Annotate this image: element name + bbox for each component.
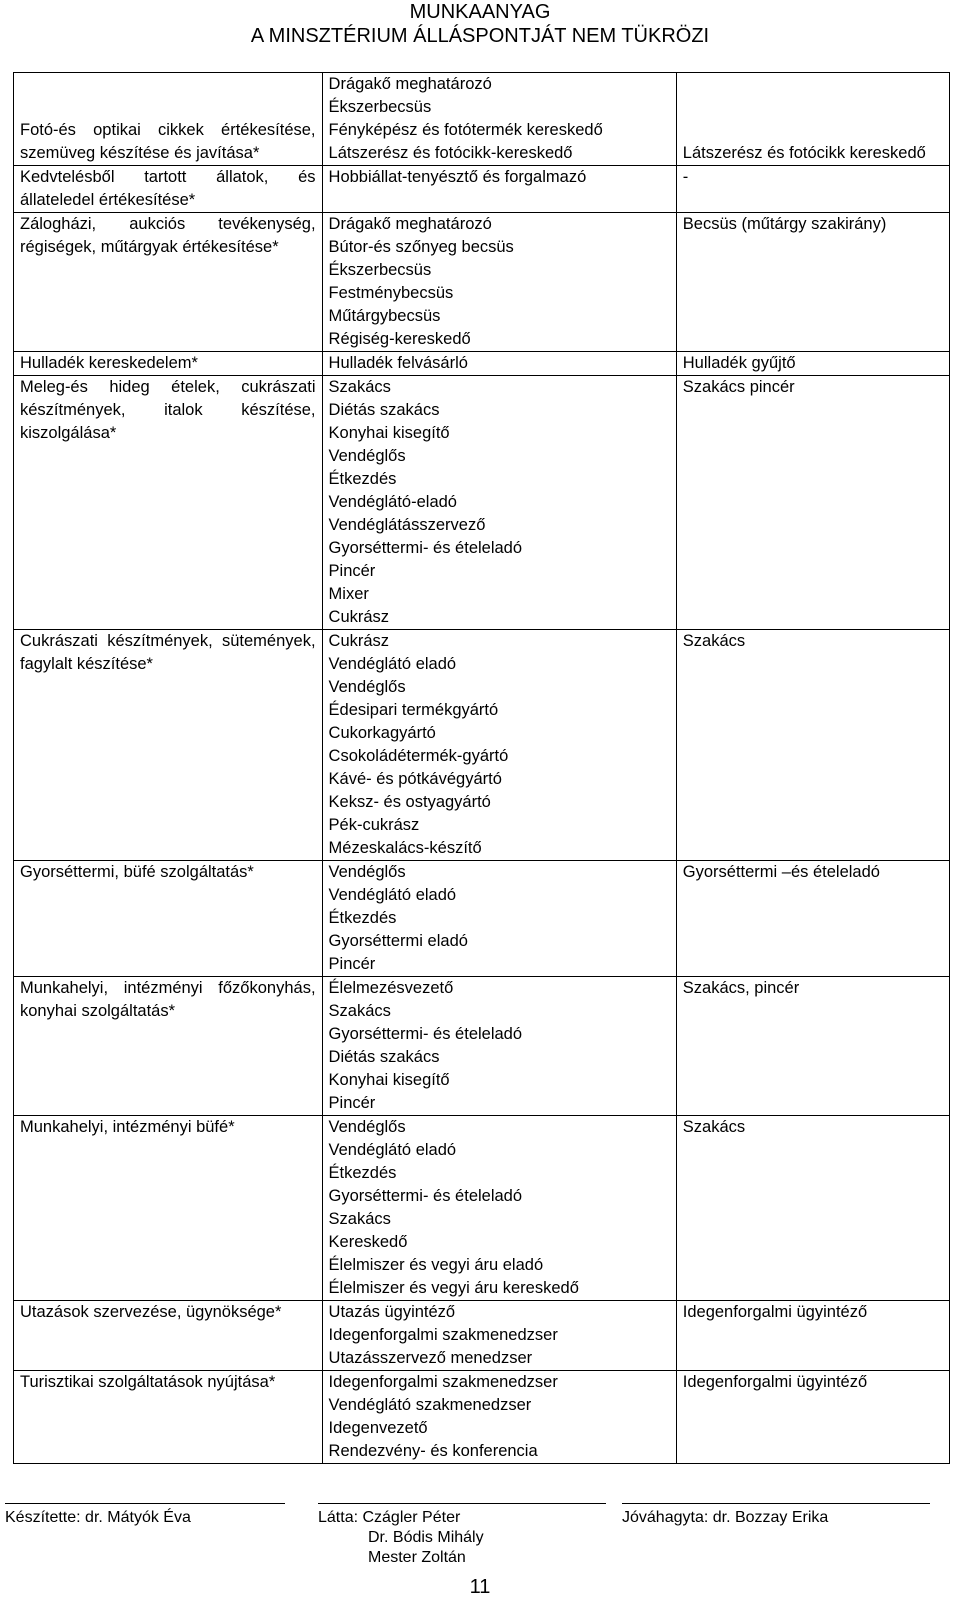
qualification-item: Ékszerbecsüs — [328, 261, 432, 279]
related-cell — [676, 1116, 949, 1301]
related-qualification: Látszerész és fotócikk kereskedő — [682, 144, 926, 162]
draft-label: MUNKAANYAG — [409, 1, 551, 23]
qualification-item: Hulladék felvásárló — [328, 354, 468, 372]
related-cell — [676, 630, 949, 861]
table-row — [14, 1301, 950, 1371]
related-cell — [676, 1301, 949, 1371]
qualification-item: Vendéglős — [328, 678, 406, 696]
related-qualification: Idegenforgalmi ügyintéző — [682, 1373, 868, 1391]
table-row — [14, 977, 950, 1116]
qualification-item: Szakács — [328, 1002, 391, 1020]
related-qualification: Becsüs (műtárgy szakirány) — [682, 215, 887, 233]
reviewed-by-2: Dr. Bódis Mihály — [368, 1529, 484, 1546]
qualification-item: Cukorkagyártó — [328, 724, 436, 742]
prepared-by-block — [5, 1503, 285, 1528]
qualification-item: Pincér — [328, 955, 376, 973]
qualification-item: Mixer — [328, 585, 369, 603]
qualification-item: Mézeskalács-készítő — [328, 839, 482, 857]
related-cell — [676, 352, 949, 376]
activity-text: Munkahelyi, intézményi büfé* — [20, 1118, 235, 1136]
activity-text: Meleg-és hideg ételek, cukrászati készítmények, italok készítése, kiszolgálása* — [20, 378, 316, 442]
qualification-item: Idegenvezető — [328, 1419, 428, 1437]
related-cell — [676, 73, 949, 166]
qualification-item: Vendéglős — [328, 863, 406, 881]
activity-text: Zálogházi, aukciós tevékenység, régiségek, műtárgyak értékesítése* — [20, 215, 316, 256]
activity-cell — [14, 213, 323, 352]
related-cell — [676, 213, 949, 352]
qualification-item: Bútor-és szőnyeg becsüs — [328, 238, 514, 256]
qualification-item: Vendéglátó eladó — [328, 1141, 457, 1159]
qualifications-cell — [322, 73, 676, 166]
activity-cell — [14, 861, 323, 977]
table-row — [14, 376, 950, 630]
qualification-item: Műtárgybecsüs — [328, 307, 441, 325]
related-qualification: - — [682, 168, 689, 186]
related-qualification: Szakács — [682, 1118, 746, 1136]
page-number: 11 — [469, 1576, 491, 1598]
related-qualification: Gyorséttermi –és ételeladó — [682, 863, 880, 881]
activity-text: Utazások szervezése, ügynöksége* — [20, 1303, 282, 1321]
qualification-item: Élelmiszer és vegyi áru kereskedő — [328, 1279, 579, 1297]
table-row — [14, 1371, 950, 1464]
related-cell — [676, 861, 949, 977]
qualification-item: Étkezdés — [328, 1164, 397, 1182]
activity-text: Hulladék kereskedelem* — [20, 354, 198, 372]
qualification-item: Kávé- és pótkávégyártó — [328, 770, 502, 788]
activity-cell — [14, 73, 323, 166]
qualification-item: Konyhai kisegítő — [328, 424, 450, 442]
table-row — [14, 166, 950, 213]
related-cell — [676, 1371, 949, 1464]
qualifications-cell — [322, 376, 676, 630]
qualification-item: Vendéglátó eladó — [328, 655, 457, 673]
activity-cell — [14, 1371, 323, 1464]
reviewed-by-block — [318, 1503, 606, 1568]
related-cell — [676, 166, 949, 213]
qualification-item: Kereskedő — [328, 1233, 408, 1251]
qualifications-cell — [322, 352, 676, 376]
qualification-item: Élelmiszer és vegyi áru eladó — [328, 1256, 544, 1274]
qualification-item: Ékszerbecsüs — [328, 98, 432, 116]
qualification-item: Régiség-kereskedő — [328, 330, 471, 348]
table-row — [14, 213, 950, 352]
qualification-item: Vendéglátásszervező — [328, 516, 486, 534]
related-qualification: Szakács, pincér — [682, 979, 800, 997]
qualifications-cell — [322, 977, 676, 1116]
related-qualification: Szakács — [682, 632, 746, 650]
qualification-item: Étkezdés — [328, 470, 397, 488]
related-cell — [676, 977, 949, 1116]
activity-text: Cukrászati készítmények, sütemények, fagylalt készítése* — [20, 632, 316, 673]
table-row — [14, 630, 950, 861]
qualification-item: Szakács — [328, 378, 391, 396]
activity-text: Munkahelyi, intézményi főzőkonyhás, konyhai szolgáltatás* — [20, 979, 316, 1020]
activity-text: Fotó-és optikai cikkek értékesítése, szemüveg készítése és javítása* — [20, 121, 316, 162]
qualification-item: Diétás szakács — [328, 401, 440, 419]
qualification-item: Pincér — [328, 562, 376, 580]
qualifications-cell — [322, 861, 676, 977]
qualification-item: Cukrász — [328, 608, 390, 626]
qualification-item: Utazás ügyintéző — [328, 1303, 456, 1321]
qualifications-cell — [322, 1301, 676, 1371]
activity-cell — [14, 630, 323, 861]
qualification-item: Idegenforgalmi szakmenedzser — [328, 1326, 558, 1344]
qualification-item: Gyorséttermi- és ételeladó — [328, 1025, 523, 1043]
activity-text: Turisztikai szolgáltatások nyújtása* — [20, 1373, 276, 1391]
table-row — [14, 73, 950, 166]
activity-cell — [14, 166, 323, 213]
table-row — [14, 352, 950, 376]
qualification-item: Utazásszervező menedzser — [328, 1349, 533, 1367]
activity-cell — [14, 352, 323, 376]
qualification-item: Étkezdés — [328, 909, 397, 927]
qualification-item: Hobbiállat-tenyésztő és forgalmazó — [328, 168, 587, 186]
qualification-item: Konyhai kisegítő — [328, 1071, 450, 1089]
activity-cell — [14, 376, 323, 630]
qualification-item: Keksz- és ostyagyártó — [328, 793, 491, 811]
approved-by: Jóváhagyta: dr. Bozzay Erika — [622, 1509, 829, 1526]
qualification-item: Pék-cukrász — [328, 816, 420, 834]
qualification-table — [13, 72, 950, 1464]
activity-cell — [14, 1301, 323, 1371]
qualification-item: Vendéglátó-eladó — [328, 493, 457, 511]
qualifications-cell — [322, 1371, 676, 1464]
qualification-item: Édesipari termékgyártó — [328, 701, 499, 719]
reviewed-by-3: Mester Zoltán — [368, 1549, 466, 1566]
related-qualification: Idegenforgalmi ügyintéző — [682, 1303, 868, 1321]
qualifications-cell — [322, 213, 676, 352]
activity-text: Kedvtelésből tartott állatok, és állateledel értékesítése* — [20, 168, 316, 209]
qualification-item: Vendéglátó szakmenedzser — [328, 1396, 532, 1414]
qualification-item: Gyorséttermi- és ételeladó — [328, 539, 523, 557]
qualification-item: Vendéglős — [328, 447, 406, 465]
qualification-item: Vendéglátó eladó — [328, 886, 457, 904]
qualifications-cell — [322, 1116, 676, 1301]
qualifications-cell — [322, 166, 676, 213]
activity-cell — [14, 1116, 323, 1301]
disclaimer-label: A MINSZTÉRIUM ÁLLÁSPONTJÁT NEM TÜKRÖZI — [250, 25, 710, 47]
activity-text: Gyorséttermi, büfé szolgáltatás* — [20, 863, 254, 881]
page-header — [0, 0, 960, 48]
reviewed-by-1: Látta: Czágler Péter — [318, 1509, 461, 1526]
qualification-item: Élelmezésvezető — [328, 979, 454, 997]
prepared-by: Készítette: dr. Mátyók Éva — [5, 1509, 191, 1526]
related-qualification: Hulladék gyűjtő — [682, 354, 796, 372]
qualification-item: Rendezvény- és konferencia — [328, 1442, 538, 1460]
qualification-item: Vendéglős — [328, 1118, 406, 1136]
qualification-item: Festménybecsüs — [328, 284, 454, 302]
approved-by-block — [622, 1503, 930, 1528]
qualification-item: Csokoládétermék-gyártó — [328, 747, 509, 765]
qualification-item: Drágakő meghatározó — [328, 75, 492, 93]
qualification-item: Cukrász — [328, 632, 390, 650]
qualification-item: Gyorséttermi- és ételeladó — [328, 1187, 523, 1205]
qualification-item: Diétás szakács — [328, 1048, 440, 1066]
qualification-item: Szakács — [328, 1210, 391, 1228]
qualification-item: Drágakő meghatározó — [328, 215, 492, 233]
related-cell — [676, 376, 949, 630]
qualification-item: Látszerész és fotócikk-kereskedő — [328, 144, 573, 162]
activity-cell — [14, 977, 323, 1116]
qualification-item: Gyorséttermi eladó — [328, 932, 468, 950]
qualifications-cell — [322, 630, 676, 861]
related-qualification: Szakács pincér — [682, 378, 795, 396]
qualification-item: Fényképész és fotótermék kereskedő — [328, 121, 603, 139]
table-row — [14, 1116, 950, 1301]
table-row — [14, 861, 950, 977]
qualification-item: Pincér — [328, 1094, 376, 1112]
qualification-item: Idegenforgalmi szakmenedzser — [328, 1373, 558, 1391]
